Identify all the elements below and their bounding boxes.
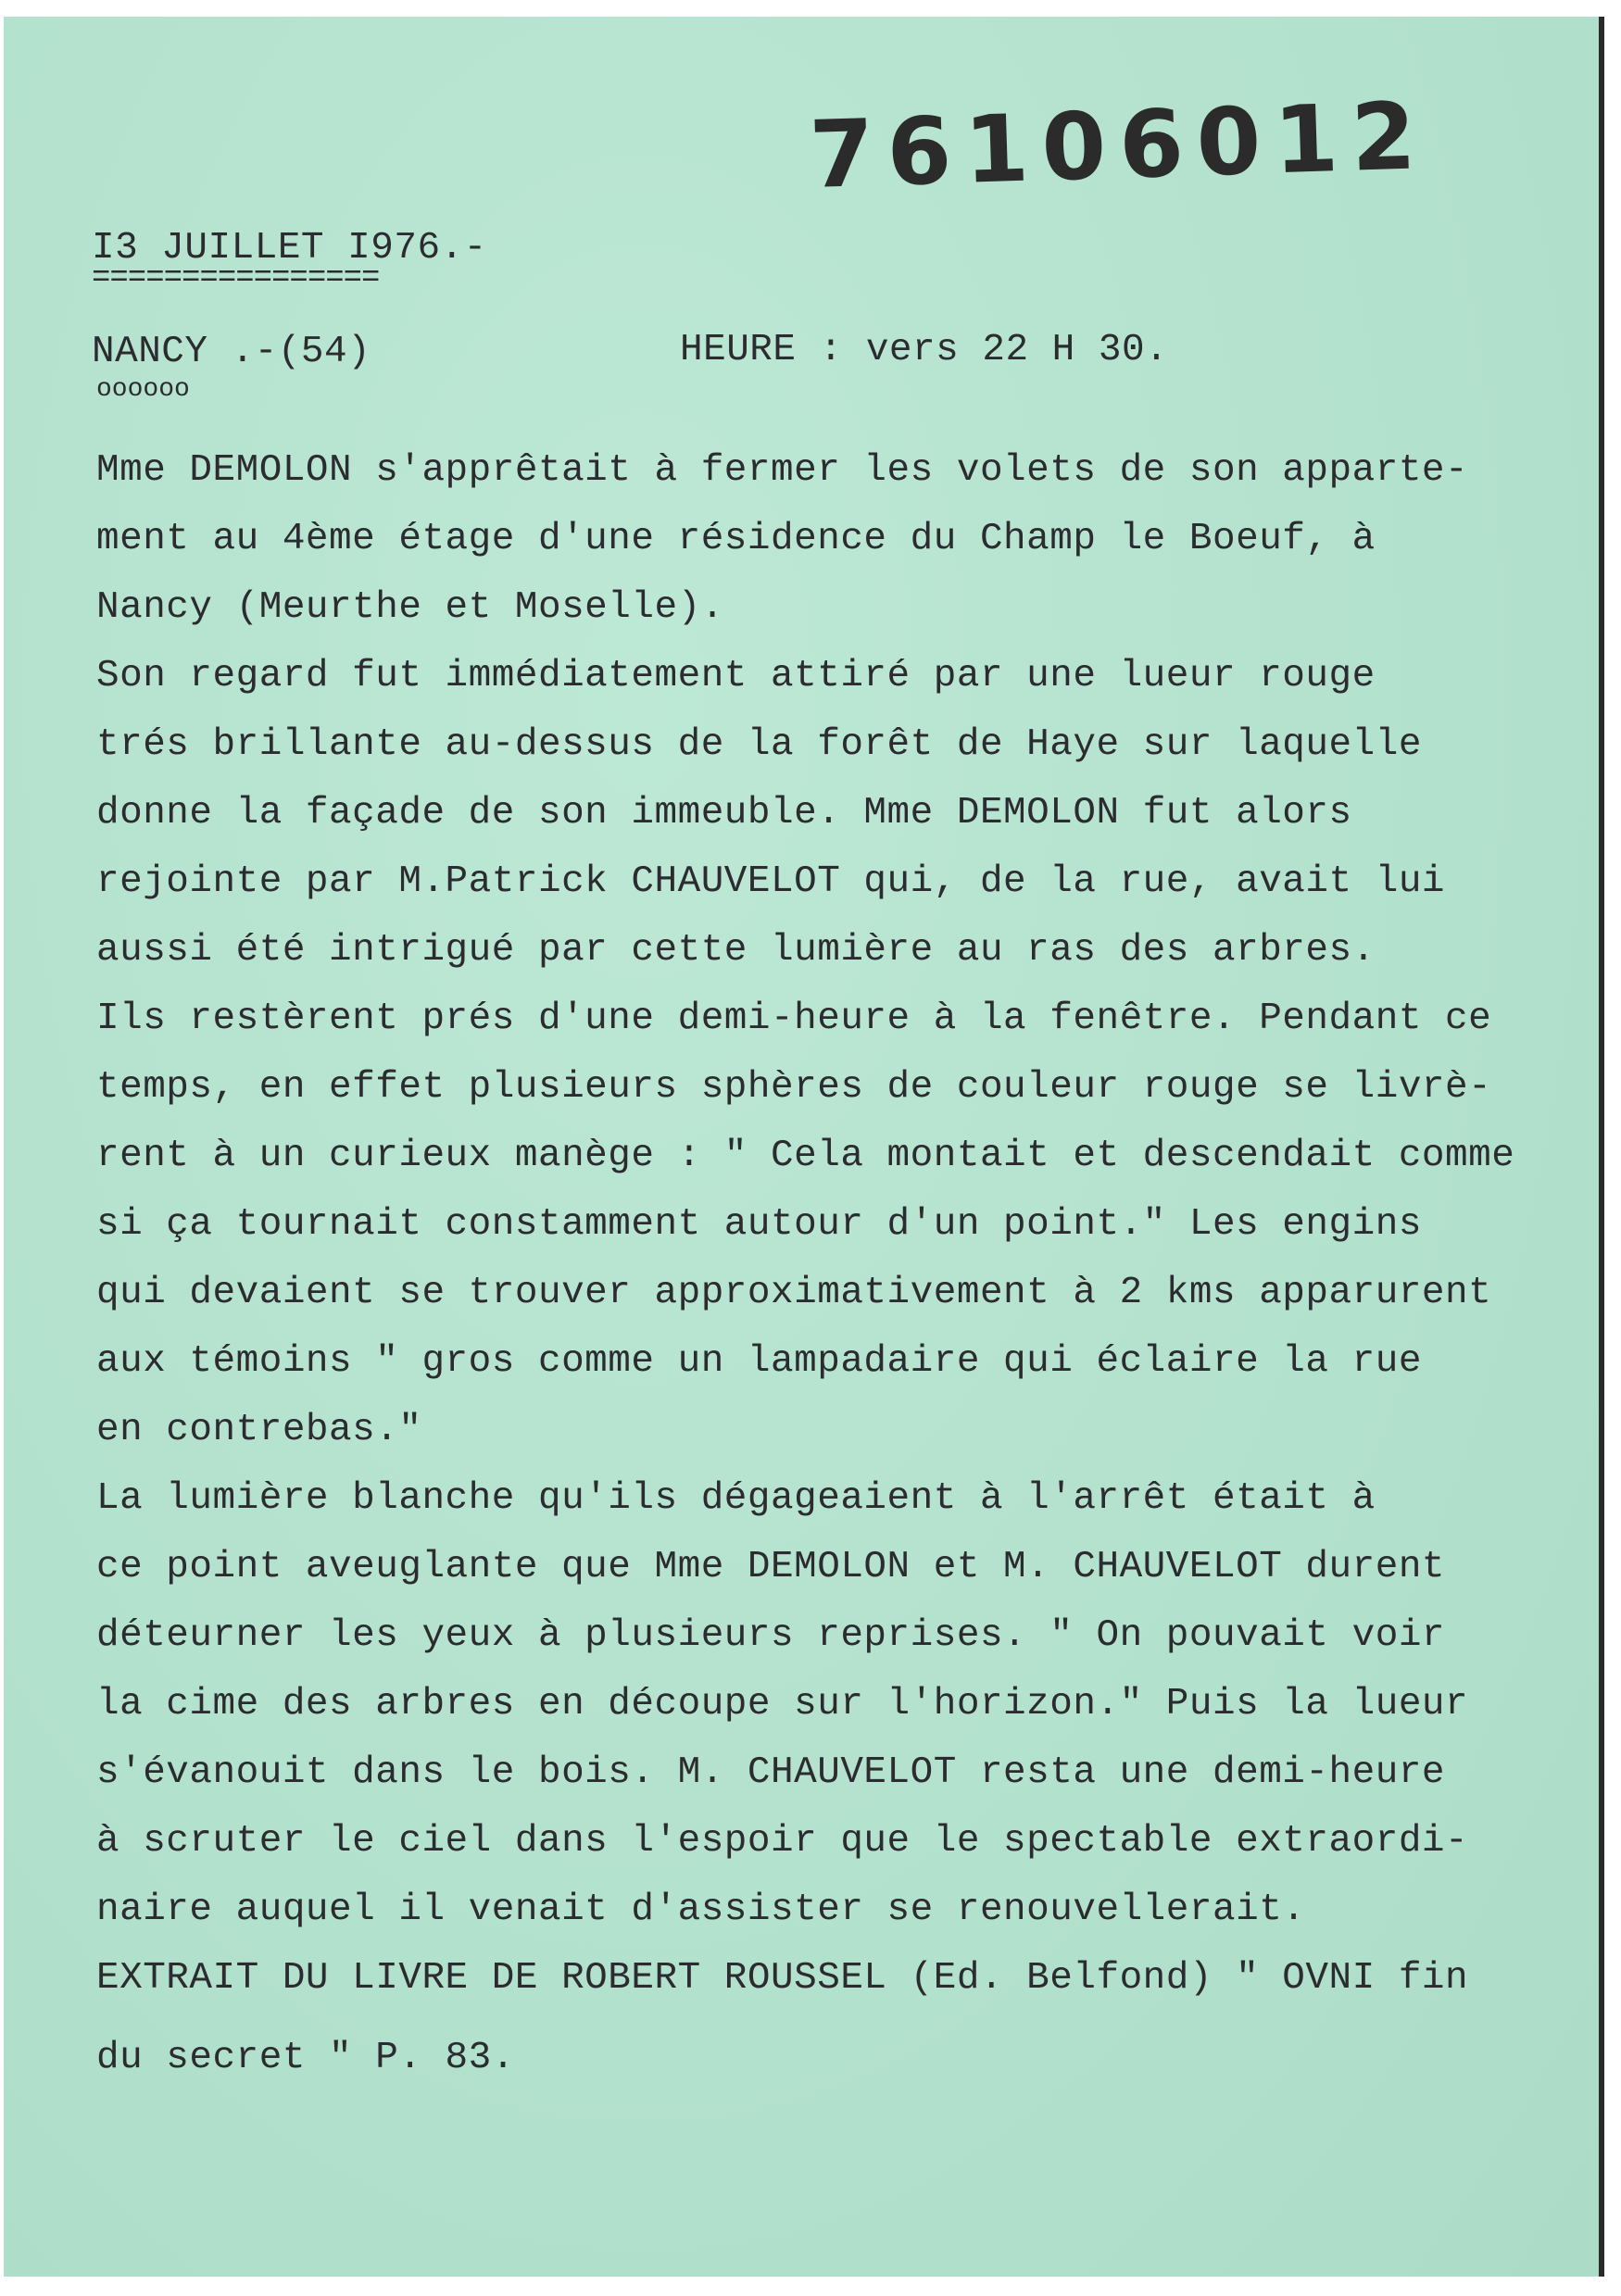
report-date: I3 JUILLET I976.-: [92, 227, 487, 270]
body-line: donne la façade de son immeuble. Mme DEMOLON fut alors: [96, 792, 1352, 834]
report-location: NANCY .-(54): [92, 331, 371, 373]
document-number-stamp: 76106012: [808, 82, 1431, 209]
body-line: du secret " P. 83.: [96, 2037, 515, 2079]
report-time: HEURE : vers 22 H 30.: [680, 329, 1169, 371]
typed-sheet: [4, 17, 1599, 2277]
body-line: EXTRAIT DU LIVRE DE ROBERT ROUSSEL (Ed. Belfond) " OVNI fin: [96, 1957, 1469, 2000]
body-line: Mme DEMOLON s'apprêtait à fermer les volets de son apparte-: [96, 449, 1469, 492]
body-line: si ça tournait constamment autour d'un point." Les engins: [96, 1203, 1422, 1246]
body-line: naire auquel il venait d'assister se renouvellerait.: [96, 1888, 1306, 1931]
body-line: rejointe par M.Patrick CHAUVELOT qui, de la rue, avait lui: [96, 860, 1446, 903]
body-line: trés brillante au-dessus de la forêt de Haye sur laquelle: [96, 723, 1422, 766]
body-line: Ils restèrent prés d'une demi-heure à la fenêtre. Pendant ce: [96, 997, 1492, 1040]
date-underline: ================: [92, 261, 380, 296]
body-line: La lumière blanche qu'ils dégageaient à l'arrêt était à: [96, 1477, 1376, 1520]
body-line: aussi été intrigué par cette lumière au ras des arbres.: [96, 929, 1376, 972]
body-line: qui devaient se trouver approximativement à 2 kms apparurent: [96, 1272, 1492, 1314]
body-line: ce point aveuglante que Mme DEMOLON et M. CHAUVELOT durent: [96, 1546, 1446, 1588]
body-line: Son regard fut immédiatement attiré par une lueur rouge: [96, 655, 1376, 697]
body-line: la cime des arbres en découpe sur l'horizon." Puis la lueur: [96, 1683, 1469, 1725]
body-line: rent à un curieux manège : " Cela montait et descendait comme: [96, 1135, 1515, 1177]
body-line: en contrebas.": [96, 1409, 422, 1451]
body-line: temps, en effet plusieurs sphères de couleur rouge se livrè-: [96, 1066, 1492, 1109]
body-line: à scruter le ciel dans l'espoir que le spectable extraordi-: [96, 1820, 1469, 1863]
location-underline: oooooo: [96, 375, 190, 404]
body-line: déteurner les yeux à plusieurs reprises. " On pouvait voir: [96, 1614, 1446, 1657]
body-line: aux témoins " gros comme un lampadaire qui éclaire la rue: [96, 1340, 1422, 1383]
body-line: ment au 4ème étage d'une résidence du Champ le Boeuf, à: [96, 518, 1376, 560]
body-line: s'évanouit dans le bois. M. CHAUVELOT resta une demi-heure: [96, 1751, 1446, 1794]
body-line: Nancy (Meurthe et Moselle).: [96, 586, 724, 629]
